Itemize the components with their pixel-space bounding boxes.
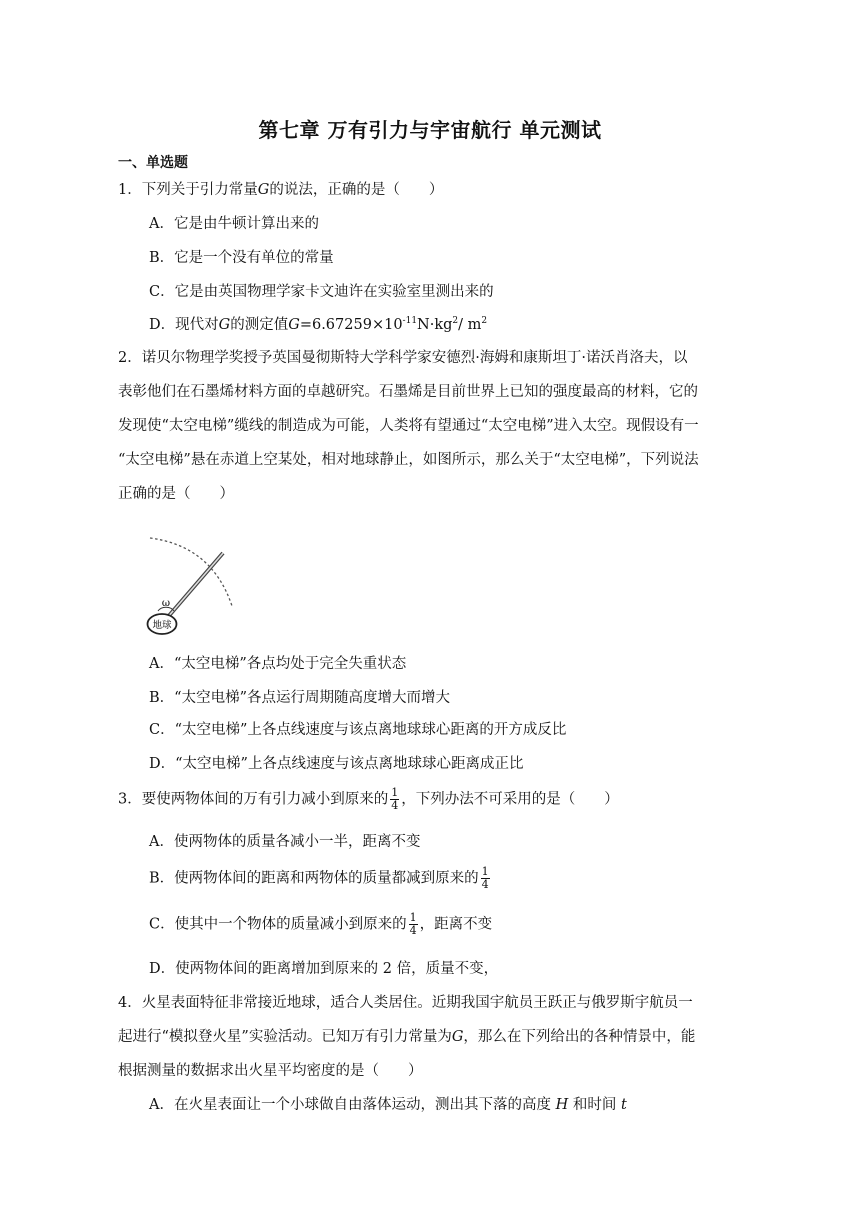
q1-d-variable: G	[218, 317, 231, 333]
q2-option-d: D．“太空电梯”上各点线速度与该点离地球球心距离成正比	[149, 756, 524, 772]
q2-option-a: A．“太空电梯”各点均处于完全失重状态	[149, 656, 407, 672]
orbit-arc	[150, 538, 232, 606]
q3-c-tail: ，距离不变	[419, 916, 493, 933]
q4-option-a	[149, 1097, 627, 1114]
q4-line-2-text: 起进行“模拟登火星”实验活动。已知万有引力常量为	[118, 1029, 452, 1045]
q1-variable: G	[257, 182, 270, 198]
fraction-numerator: 1	[391, 786, 399, 799]
q2-stem-line-4: “太空电梯”悬在赤道上空某处，相对地球静止，如图所示，那么关于“太空电梯”，下列说法	[118, 452, 699, 468]
q3-option-d: D．使两物体间的距离增加到原来的 2 倍，质量不变，	[149, 961, 499, 977]
omega-label: ω	[161, 598, 171, 609]
q3-b-text: B．使两物体间的距离和两物体的质量都减到原来的	[149, 870, 479, 887]
fraction-numerator: 1	[481, 865, 489, 878]
q1-option-b: B．它是一个没有单位的常量	[149, 250, 334, 266]
q4-a-text-mid: 和时间	[572, 1097, 617, 1113]
q2-stem-line-5: 正确的是（ ）	[118, 486, 234, 502]
section-heading: 一、单选题	[118, 155, 188, 171]
q2-stem-line-1: 2．诺贝尔物理学奖授予英国曼彻斯特大学科学家安德烈·海姆和康斯坦丁·诺沃肖洛夫，以	[118, 350, 688, 366]
q3-option-b	[149, 866, 492, 891]
q3-c-fraction	[409, 912, 418, 937]
q1-stem-tail: 的说法，正确的是（ ）	[269, 182, 444, 198]
q1-d-unit-exponent: 2	[452, 316, 459, 326]
q2-option-b: B．“太空电梯”各点运行周期随高度增大而增大	[149, 690, 450, 706]
q3-stem	[118, 787, 619, 812]
fraction-numerator: 1	[409, 911, 417, 924]
page-title: 第七章 万有引力与宇宙航行 单元测试	[258, 118, 602, 142]
q1-option-a: A．它是由牛顿计算出来的	[149, 216, 319, 232]
question-1-stem	[118, 182, 443, 199]
q1-d-unit-tail-exponent: 2	[481, 316, 488, 326]
q3-fraction	[390, 787, 399, 812]
q3-c-text: C．使其中一个物体的质量减小到原来的	[149, 916, 407, 933]
q3-stem-tail: ，下列办法不可采用的是（ ）	[401, 791, 619, 808]
q2-option-c: C．“太空电梯”上各点线速度与该点离地球球心距离的开方成反比	[149, 722, 567, 738]
q1-d-value: =6.67259×10	[299, 317, 403, 333]
q3-option-c	[149, 912, 492, 937]
q4-stem-line-1: 4．火星表面特征非常接近地球，适合人类居住。近期我国宇航员王跃正与俄罗斯宇航员一	[118, 995, 693, 1011]
q4-stem-line-2	[118, 1029, 695, 1046]
q1-d-unit-tail: / m	[458, 317, 482, 333]
q3-stem-text: 3．要使两物体间的万有引力减小到原来的	[118, 791, 389, 808]
q1-stem-text: 1．下列关于引力常量	[118, 182, 258, 198]
q4-a-text: A．在火星表面让一个小球做自由落体运动，测出其下落的高度	[149, 1097, 551, 1113]
q2-stem-line-3: 发现使“太空电梯”缆线的制造成为可能，人类将有望通过“太空电梯”进入太空。现假设有一	[118, 418, 699, 434]
q4-line-2-tail: ，那么在下列给出的各种情景中，能	[463, 1029, 696, 1045]
q4-stem-line-3: 根据测量的数据求出火星平均密度的是（ ）	[118, 1063, 423, 1079]
q3-b-fraction	[481, 866, 490, 891]
q4-variable: G	[451, 1029, 464, 1045]
q1-option-d	[149, 316, 487, 334]
fraction-denominator: 4	[409, 924, 417, 937]
elevator-cable-inner	[167, 553, 223, 618]
q1-d-text-mid: 的测定值	[230, 317, 289, 333]
q4-a-variable-h: H	[555, 1097, 569, 1113]
q1-option-c: C．它是由英国物理学家卡文迪许在实验室里测出来的	[149, 284, 494, 300]
q4-a-variable-t: t	[620, 1097, 627, 1113]
fraction-denominator: 4	[481, 878, 489, 891]
q1-d-exponent: -11	[402, 316, 418, 326]
q1-d-variable-2: G	[288, 317, 300, 333]
fraction-denominator: 4	[391, 799, 399, 812]
q2-stem-line-2: 表彰他们在石墨烯材料方面的卓越研究。石墨烯是目前世界上已知的强度最高的材料，它的	[118, 384, 698, 400]
earth-label: 地球	[152, 620, 172, 631]
q1-d-unit: N·kg	[417, 317, 453, 333]
q3-option-a: A．使两物体的质量各减小一半，距离不变	[149, 834, 421, 850]
q1-d-text: D．现代对	[149, 317, 219, 333]
space-elevator-figure	[140, 532, 240, 636]
